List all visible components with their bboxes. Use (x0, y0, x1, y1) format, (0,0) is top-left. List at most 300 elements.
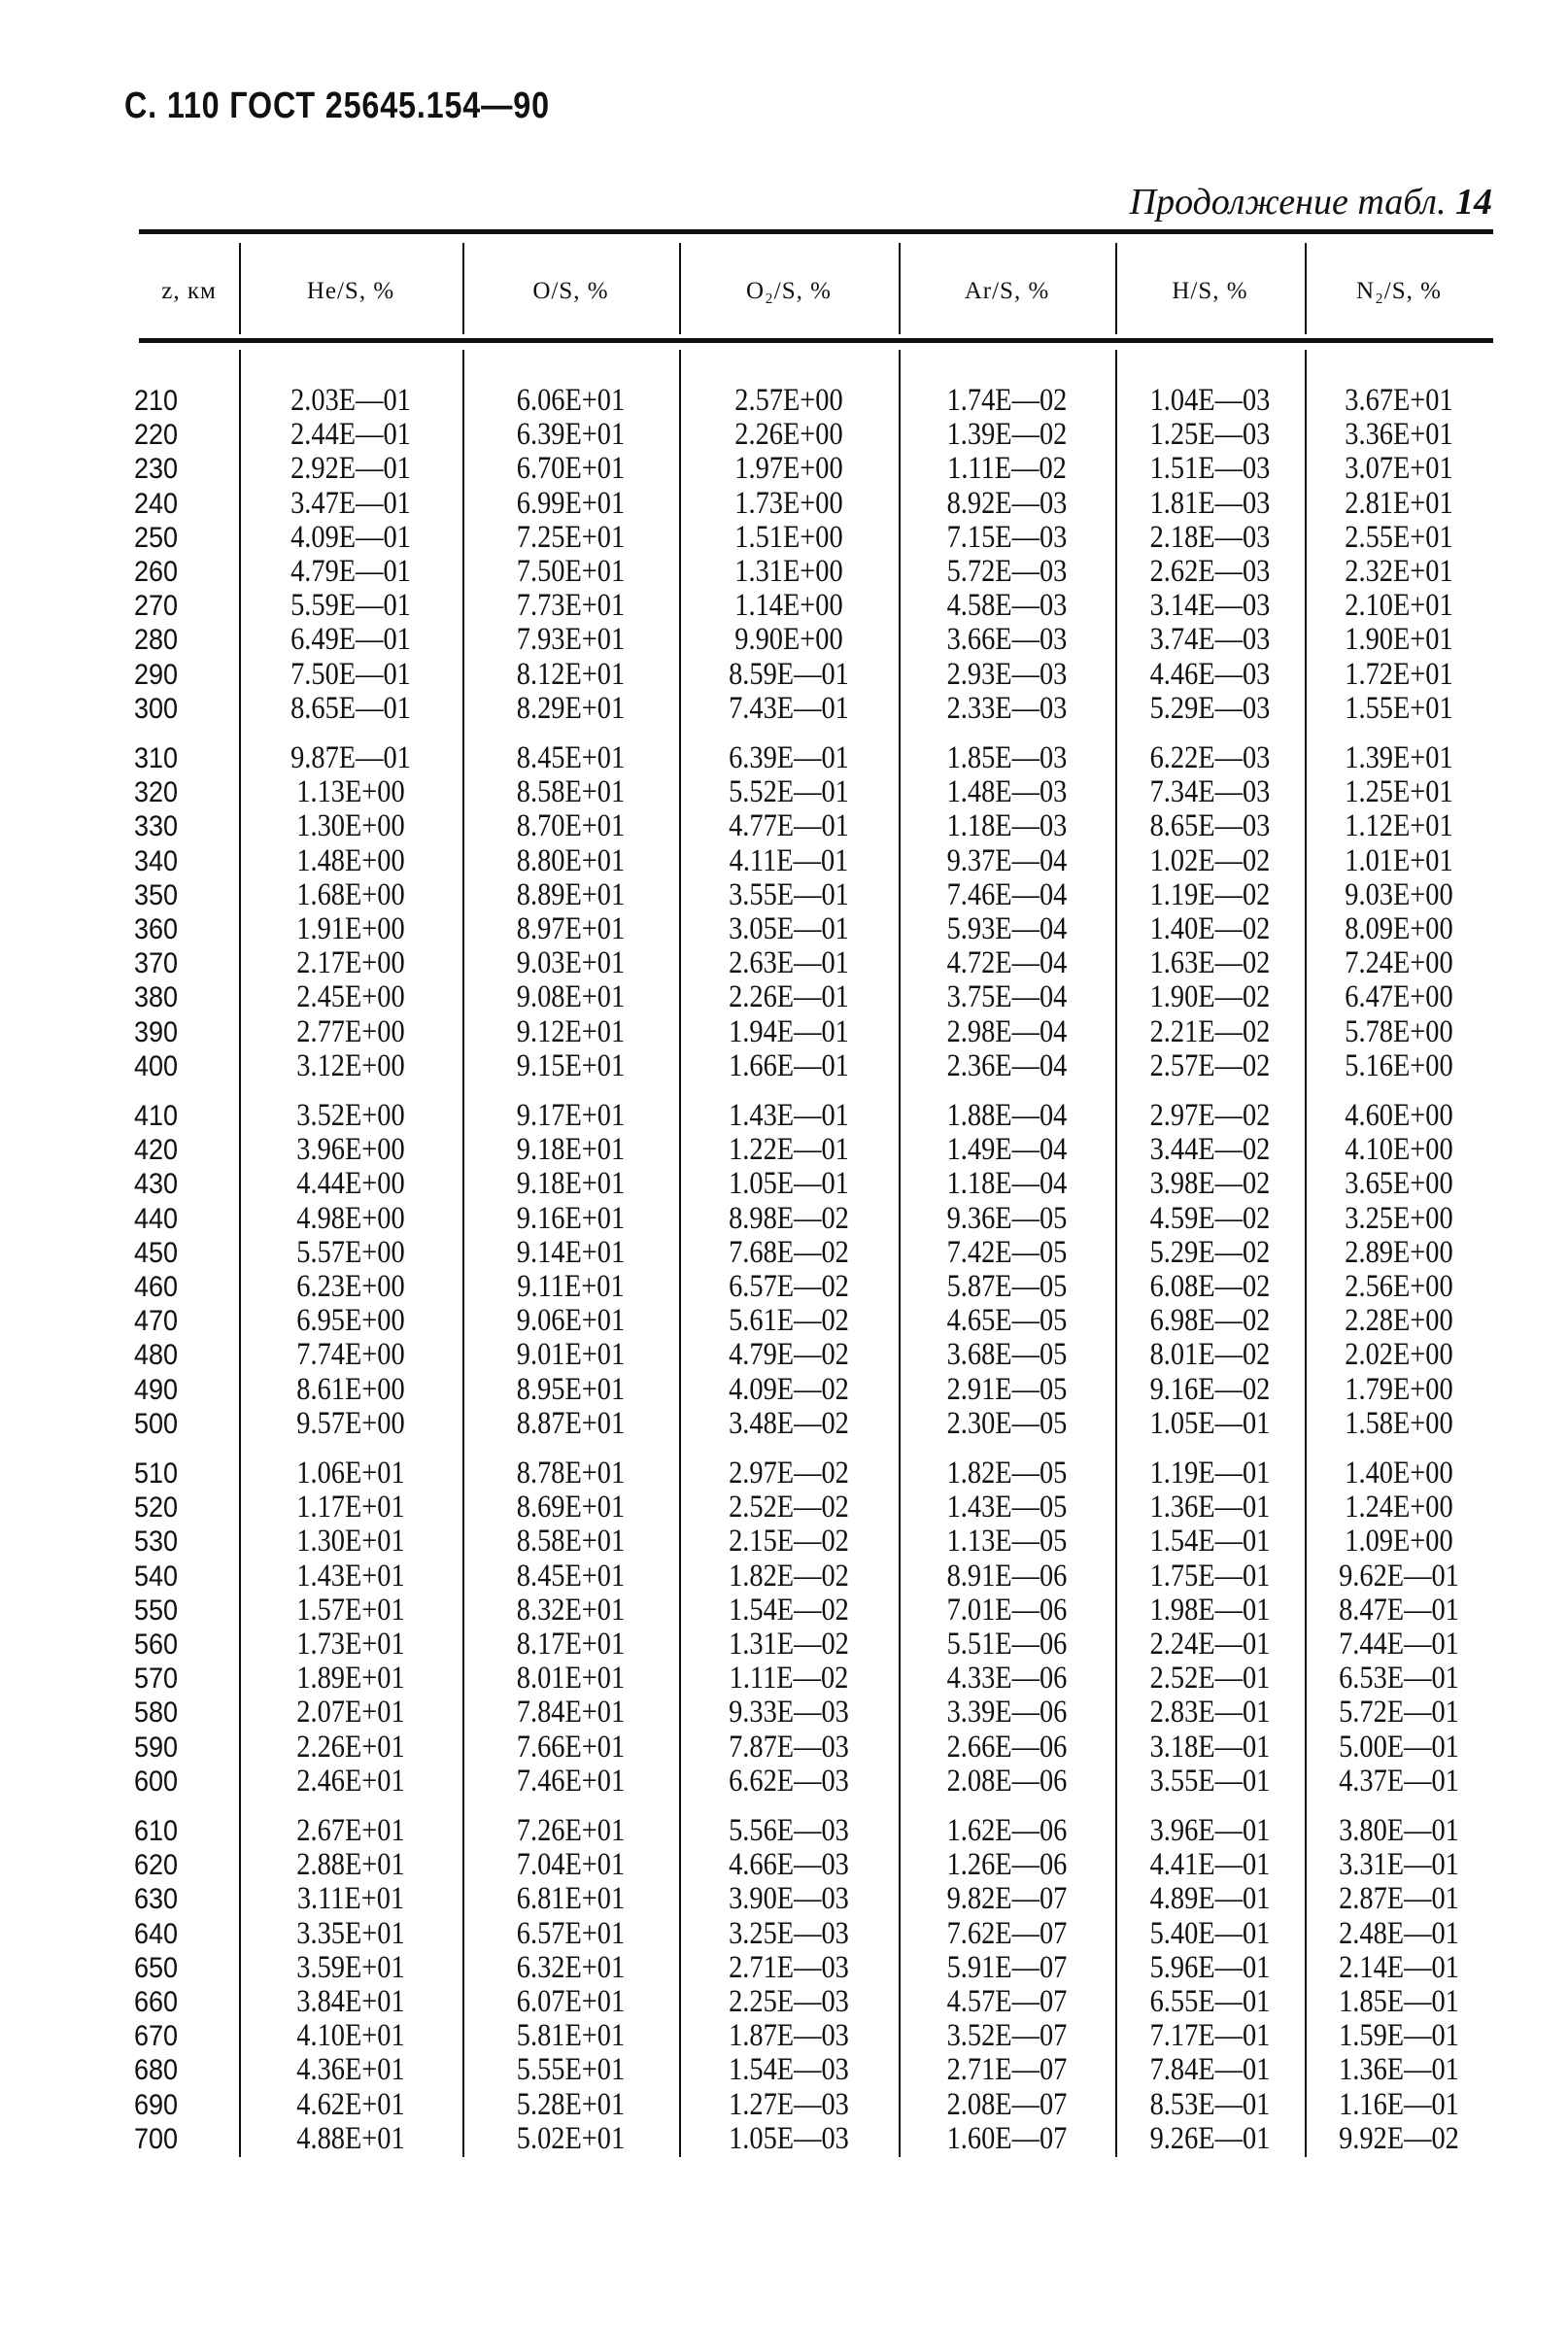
value-cell: 2.91E—05 (946, 1371, 1068, 1407)
altitude-cell: 360 (134, 913, 179, 945)
value-cell: 1.90E—02 (1149, 979, 1271, 1015)
value-cell: 2.63E—01 (729, 945, 849, 981)
table-row (0, 1951, 1568, 1985)
column-header: O₂/S, % (746, 278, 832, 304)
value-cell: 3.67E+01 (1345, 383, 1453, 418)
value-cell: 2.71E—03 (729, 1949, 849, 1985)
value-cell: 8.80E+01 (516, 842, 626, 878)
value-cell: 2.71E—07 (946, 2052, 1068, 2088)
column-divider (899, 243, 901, 334)
column-header: He/S, % (306, 278, 395, 304)
table-row (0, 912, 1568, 946)
value-cell: 6.57E+01 (516, 1915, 626, 1951)
value-cell: 2.25E—03 (729, 1984, 849, 2019)
altitude-cell: 370 (134, 947, 179, 980)
table-row (0, 1560, 1568, 1594)
value-cell: 2.48E—01 (1339, 1915, 1459, 1951)
value-cell: 5.72E—01 (1339, 1695, 1459, 1731)
value-cell: 1.25E—03 (1149, 417, 1271, 453)
value-cell: 1.43E—01 (729, 1098, 849, 1133)
value-cell: 1.87E—03 (729, 2018, 849, 2054)
value-cell: 2.24E—01 (1149, 1627, 1271, 1662)
column-divider (1115, 243, 1117, 334)
value-cell: 3.47E—01 (290, 485, 411, 521)
value-cell: 7.25E+01 (516, 519, 626, 555)
table-row (0, 1917, 1568, 1951)
table-row (0, 1457, 1568, 1491)
value-cell: 4.57E—07 (946, 1984, 1068, 2019)
value-cell: 2.57E+00 (734, 383, 843, 418)
value-cell: 1.39E+01 (1345, 740, 1453, 775)
value-cell: 4.09E—02 (729, 1371, 849, 1407)
value-cell: 1.05E—01 (729, 1166, 849, 1202)
value-cell: 7.74E+00 (296, 1337, 405, 1373)
value-cell: 2.93E—03 (946, 656, 1068, 692)
value-cell: 2.56E+00 (1345, 1269, 1453, 1304)
altitude-cell: 690 (134, 2088, 179, 2121)
value-cell: 6.95E+00 (296, 1303, 405, 1339)
altitude-cell: 660 (134, 1986, 179, 2018)
value-cell: 1.49E—04 (946, 1132, 1068, 1168)
value-cell: 1.06E+01 (296, 1456, 405, 1491)
value-cell: 1.43E+01 (296, 1558, 405, 1594)
value-cell: 1.79E+00 (1345, 1371, 1453, 1407)
value-cell: 4.10E+00 (1345, 1132, 1453, 1168)
column-divider (239, 243, 241, 334)
value-cell: 5.40E—01 (1149, 1915, 1271, 1951)
value-cell: 8.91E—06 (946, 1558, 1068, 1594)
value-cell: 1.68E+00 (296, 876, 405, 912)
value-cell: 1.30E+00 (296, 808, 405, 844)
value-cell: 2.62E—03 (1149, 554, 1271, 589)
value-cell: 1.27E—03 (729, 2086, 849, 2122)
value-cell: 1.30E+01 (296, 1524, 405, 1560)
altitude-cell: 550 (134, 1594, 179, 1627)
value-cell: 3.90E—03 (729, 1881, 849, 1917)
table-row (0, 1338, 1568, 1372)
value-cell: 5.02E+01 (516, 2120, 626, 2156)
value-cell: 1.11E—02 (947, 451, 1067, 487)
value-cell: 3.96E+00 (296, 1132, 405, 1168)
value-cell: 5.16E+00 (1345, 1047, 1453, 1083)
value-cell: 9.03E+01 (516, 945, 626, 981)
value-cell: 1.75E—01 (1149, 1558, 1271, 1594)
altitude-cell: 480 (134, 1339, 179, 1372)
value-cell: 8.45E+01 (516, 1558, 626, 1594)
altitude-cell: 450 (134, 1236, 179, 1269)
value-cell: 8.92E—03 (946, 485, 1068, 521)
value-cell: 9.15E+01 (516, 1047, 626, 1083)
altitude-cell: 440 (134, 1202, 179, 1235)
table-row (0, 844, 1568, 878)
value-cell: 1.11E—02 (729, 1661, 849, 1697)
value-cell: 1.60E—07 (946, 2120, 1068, 2156)
value-cell: 5.93E—04 (946, 911, 1068, 946)
value-cell: 2.18E—03 (1149, 519, 1271, 555)
value-cell: 9.37E—04 (946, 842, 1068, 878)
value-cell: 6.70E+01 (516, 451, 626, 487)
value-cell: 5.91E—07 (946, 1949, 1068, 1985)
value-cell: 9.14E+01 (516, 1234, 626, 1270)
value-cell: 3.25E—03 (729, 1915, 849, 1951)
value-cell: 6.39E+01 (516, 417, 626, 453)
value-cell: 4.89E—01 (1149, 1881, 1271, 1917)
value-cell: 6.81E+01 (516, 1881, 626, 1917)
value-cell: 1.40E—02 (1149, 911, 1271, 946)
value-cell: 1.18E—04 (946, 1166, 1068, 1202)
value-cell: 1.18E—03 (946, 808, 1068, 844)
value-cell: 3.31E—01 (1339, 1847, 1459, 1883)
table-row (0, 775, 1568, 809)
value-cell: 1.57E+01 (296, 1592, 405, 1628)
value-cell: 5.78E+00 (1345, 1013, 1453, 1049)
value-cell: 1.51E—03 (1149, 451, 1271, 487)
altitude-cell: 650 (134, 1951, 179, 1984)
value-cell: 4.79E—01 (290, 554, 411, 589)
value-cell: 4.60E+00 (1345, 1098, 1453, 1133)
value-cell: 9.17E+01 (516, 1098, 626, 1133)
altitude-cell: 250 (134, 521, 179, 554)
value-cell: 2.52E—02 (729, 1490, 849, 1525)
value-cell: 1.39E—02 (946, 417, 1068, 453)
table-row (0, 741, 1568, 775)
value-cell: 5.29E—02 (1149, 1234, 1271, 1270)
table-row (0, 1099, 1568, 1133)
value-cell: 4.66E—03 (729, 1847, 849, 1883)
value-cell: 3.36E+01 (1345, 417, 1453, 453)
value-cell: 4.98E+00 (296, 1200, 405, 1236)
value-cell: 5.52E—01 (729, 774, 849, 810)
altitude-cell: 350 (134, 878, 179, 911)
table-row (0, 1270, 1568, 1304)
value-cell: 1.72E+01 (1345, 656, 1453, 692)
altitude-cell: 490 (134, 1373, 179, 1406)
value-cell: 1.19E—01 (1149, 1456, 1271, 1491)
value-cell: 2.89E+00 (1345, 1234, 1453, 1270)
value-cell: 3.66E—03 (946, 622, 1068, 658)
value-cell: 3.14E—03 (1149, 588, 1271, 624)
value-cell: 4.10E+01 (296, 2018, 405, 2054)
altitude-cell: 410 (134, 1100, 179, 1132)
table-row (0, 2053, 1568, 2087)
value-cell: 7.42E—05 (946, 1234, 1068, 1270)
value-cell: 2.83E—01 (1149, 1695, 1271, 1731)
column-divider (679, 243, 681, 334)
value-cell: 3.05E—01 (729, 911, 849, 946)
value-cell: 6.98E—02 (1149, 1303, 1271, 1339)
value-cell: 5.00E—01 (1339, 1729, 1459, 1765)
altitude-cell: 430 (134, 1168, 179, 1201)
value-cell: 2.26E+01 (296, 1729, 405, 1765)
value-cell: 9.16E+01 (516, 1200, 626, 1236)
value-cell: 2.97E—02 (729, 1456, 849, 1491)
value-cell: 2.17E+00 (296, 945, 405, 981)
value-cell: 5.28E+01 (516, 2086, 626, 2122)
value-cell: 1.74E—02 (946, 383, 1068, 418)
value-cell: 1.02E—02 (1149, 842, 1271, 878)
altitude-cell: 670 (134, 2020, 179, 2053)
table-row (0, 1491, 1568, 1525)
table-row (0, 418, 1568, 452)
value-cell: 1.54E—02 (729, 1592, 849, 1628)
value-cell: 2.08E—07 (946, 2086, 1068, 2122)
altitude-cell: 230 (134, 453, 179, 486)
value-cell: 2.30E—05 (946, 1405, 1068, 1441)
value-cell: 6.53E—01 (1339, 1661, 1459, 1697)
value-cell: 9.92E—02 (1339, 2120, 1459, 2156)
table-continuation-label (1130, 181, 1492, 223)
table-row (0, 1662, 1568, 1696)
altitude-cell: 270 (134, 590, 179, 623)
value-cell: 6.32E+01 (516, 1949, 626, 1985)
value-cell: 3.39E—06 (946, 1695, 1068, 1731)
value-cell: 9.08E+01 (516, 979, 626, 1015)
value-cell: 7.50E—01 (290, 656, 411, 692)
altitude-cell: 510 (134, 1457, 179, 1490)
table-row (0, 2019, 1568, 2053)
altitude-cell: 530 (134, 1525, 179, 1559)
value-cell: 3.55E—01 (729, 876, 849, 912)
altitude-cell: 470 (134, 1305, 179, 1338)
value-cell: 1.66E—01 (729, 1047, 849, 1083)
table-row (0, 1373, 1568, 1407)
altitude-cell: 400 (134, 1049, 179, 1082)
value-cell: 1.82E—02 (729, 1558, 849, 1594)
value-cell: 6.49E—01 (290, 622, 411, 658)
value-cell: 8.17E+01 (516, 1627, 626, 1662)
value-cell: 3.98E—02 (1149, 1166, 1271, 1202)
value-cell: 5.96E—01 (1149, 1949, 1271, 1985)
value-cell: 3.11E+01 (296, 1881, 405, 1917)
value-cell: 7.34E—03 (1149, 774, 1271, 810)
value-cell: 7.01E—06 (946, 1592, 1068, 1628)
altitude-cell: 600 (134, 1765, 179, 1798)
value-cell: 1.12E+01 (1345, 808, 1453, 844)
value-cell: 7.84E—01 (1149, 2052, 1271, 2088)
value-cell: 2.08E—06 (946, 1763, 1068, 1799)
value-cell: 9.01E+01 (516, 1337, 626, 1373)
table-row (0, 1525, 1568, 1559)
table-row (0, 1696, 1568, 1730)
value-cell: 8.78E+01 (516, 1456, 626, 1491)
table-row (0, 1848, 1568, 1882)
value-cell: 1.36E—01 (1339, 2052, 1459, 2088)
value-cell: 7.66E+01 (516, 1729, 626, 1765)
value-cell: 9.11E+01 (517, 1269, 625, 1304)
value-cell: 8.09E+00 (1345, 911, 1453, 946)
value-cell: 1.26E—06 (946, 1847, 1068, 1883)
value-cell: 3.44E—02 (1149, 1132, 1271, 1168)
value-cell: 8.45E+01 (516, 740, 626, 775)
value-cell: 4.72E—04 (946, 945, 1068, 981)
value-cell: 1.55E+01 (1345, 690, 1453, 726)
value-cell: 3.75E—04 (946, 979, 1068, 1015)
value-cell: 1.89E+01 (296, 1661, 405, 1697)
table-row (0, 658, 1568, 692)
value-cell: 6.99E+01 (516, 485, 626, 521)
value-cell: 8.87E+01 (516, 1405, 626, 1441)
value-cell: 4.09E—01 (290, 519, 411, 555)
value-cell: 7.04E+01 (516, 1847, 626, 1883)
value-cell: 3.68E—05 (946, 1337, 1068, 1373)
value-cell: 9.18E+01 (516, 1166, 626, 1202)
value-cell: 4.44E+00 (296, 1166, 405, 1202)
value-cell: 1.97E+00 (734, 451, 843, 487)
altitude-cell: 280 (134, 624, 179, 657)
value-cell: 9.82E—07 (946, 1881, 1068, 1917)
value-cell: 8.01E—02 (1149, 1337, 1271, 1373)
value-cell: 1.24E+00 (1345, 1490, 1453, 1525)
value-cell: 1.19E—02 (1149, 876, 1271, 912)
altitude-cell: 290 (134, 658, 179, 691)
value-cell: 6.06E+01 (516, 383, 626, 418)
value-cell: 4.58E—03 (946, 588, 1068, 624)
altitude-cell: 210 (134, 385, 179, 417)
table-row (0, 980, 1568, 1014)
value-cell: 2.36E—04 (946, 1047, 1068, 1083)
value-cell: 3.80E—01 (1339, 1813, 1459, 1848)
value-cell: 1.48E—03 (946, 774, 1068, 810)
value-cell: 9.03E+00 (1345, 876, 1453, 912)
value-cell: 5.29E—03 (1149, 690, 1271, 726)
value-cell: 7.84E+01 (516, 1695, 626, 1731)
continuation-text: Продолжение табл. (1129, 182, 1447, 223)
value-cell: 1.54E—03 (729, 2052, 849, 2088)
value-cell: 1.31E+00 (734, 554, 843, 589)
value-cell: 4.77E—01 (729, 808, 849, 844)
value-cell: 1.04E—03 (1149, 383, 1271, 418)
value-cell: 1.09E+00 (1345, 1524, 1453, 1560)
column-divider (1305, 243, 1307, 334)
value-cell: 2.55E+01 (1345, 519, 1453, 555)
altitude-cell: 460 (134, 1271, 179, 1303)
value-cell: 1.88E—04 (946, 1098, 1068, 1133)
value-cell: 2.28E+00 (1345, 1303, 1453, 1339)
table-row (0, 2122, 1568, 2156)
value-cell: 1.58E+00 (1345, 1405, 1453, 1441)
table-row (0, 946, 1568, 980)
table-row (0, 1133, 1568, 1167)
altitude-cell: 260 (134, 556, 179, 588)
value-cell: 2.52E—01 (1149, 1661, 1271, 1697)
value-cell: 7.73E+01 (516, 588, 626, 624)
value-cell: 7.26E+01 (516, 1813, 626, 1848)
value-cell: 8.98E—02 (729, 1200, 849, 1236)
value-cell: 6.62E—03 (729, 1763, 849, 1799)
table-row (0, 692, 1568, 726)
value-cell: 1.14E+00 (734, 588, 843, 624)
value-cell: 3.12E+00 (296, 1047, 405, 1083)
altitude-cell: 300 (134, 692, 179, 725)
column-header: Ar/S, % (964, 278, 1050, 304)
value-cell: 3.65E+00 (1345, 1166, 1453, 1202)
altitude-cell: 700 (134, 2122, 179, 2155)
value-cell: 7.43E—01 (729, 690, 849, 726)
value-cell: 4.33E—06 (946, 1661, 1068, 1697)
value-cell: 5.59E—01 (290, 588, 411, 624)
table-row (0, 521, 1568, 555)
value-cell: 9.12E+01 (516, 1013, 626, 1049)
value-cell: 3.48E—02 (729, 1405, 849, 1441)
value-cell: 4.62E+01 (296, 2086, 405, 2122)
table-top-rule (139, 229, 1493, 234)
value-cell: 4.37E—01 (1339, 1763, 1459, 1799)
altitude-cell: 620 (134, 1849, 179, 1882)
altitude-cell: 580 (134, 1697, 179, 1730)
table-row (0, 589, 1568, 623)
value-cell: 1.90E+01 (1345, 622, 1453, 658)
value-cell: 8.65E—01 (290, 690, 411, 726)
table-row (0, 1304, 1568, 1338)
value-cell: 3.96E—01 (1149, 1813, 1271, 1848)
value-cell: 1.51E+00 (734, 519, 843, 555)
table-row (0, 1731, 1568, 1765)
value-cell: 7.15E—03 (946, 519, 1068, 555)
value-cell: 8.65E—03 (1149, 808, 1271, 844)
value-cell: 2.97E—02 (1149, 1098, 1271, 1133)
column-divider (462, 243, 464, 334)
value-cell: 7.50E+01 (516, 554, 626, 589)
altitude-cell: 310 (134, 742, 179, 774)
value-cell: 1.17E+01 (296, 1490, 405, 1525)
value-cell: 2.88E+01 (296, 1847, 405, 1883)
value-cell: 7.87E—03 (729, 1729, 849, 1765)
altitude-cell: 390 (134, 1015, 179, 1048)
value-cell: 2.87E—01 (1339, 1881, 1459, 1917)
table-row (0, 487, 1568, 521)
table-row (0, 1049, 1568, 1083)
table-row (0, 1594, 1568, 1628)
value-cell: 3.25E+00 (1345, 1200, 1453, 1236)
value-cell: 5.81E+01 (516, 2018, 626, 2054)
value-cell: 3.59E+01 (296, 1949, 405, 1985)
value-cell: 4.46E—03 (1149, 656, 1271, 692)
column-header: z, км (161, 278, 217, 304)
table-row (0, 1628, 1568, 1662)
value-cell: 7.46E+01 (516, 1763, 626, 1799)
value-cell: 9.87E—01 (290, 740, 411, 775)
value-cell: 3.52E+00 (296, 1098, 405, 1133)
altitude-cell: 570 (134, 1663, 179, 1696)
value-cell: 7.62E—07 (946, 1915, 1068, 1951)
table-row (0, 809, 1568, 843)
value-cell: 8.58E+01 (516, 1524, 626, 1560)
page-title: С. 110 ГОСТ 25645.154—90 (124, 86, 550, 126)
value-cell: 2.46E+01 (296, 1763, 405, 1799)
value-cell: 8.89E+01 (516, 876, 626, 912)
value-cell: 7.17E—01 (1149, 2018, 1271, 2054)
value-cell: 8.12E+01 (516, 656, 626, 692)
value-cell: 9.57E+00 (296, 1405, 405, 1441)
value-cell: 1.43E—05 (946, 1490, 1068, 1525)
value-cell: 6.08E—02 (1149, 1269, 1271, 1304)
value-cell: 1.85E—01 (1339, 1984, 1459, 2019)
value-cell: 9.90E+00 (734, 622, 843, 658)
altitude-cell: 500 (134, 1407, 179, 1440)
value-cell: 8.59E—01 (729, 656, 849, 692)
table-row (0, 878, 1568, 912)
value-cell: 3.52E—07 (946, 2018, 1068, 2054)
value-cell: 5.55E+01 (516, 2052, 626, 2088)
value-cell: 1.85E—03 (946, 740, 1068, 775)
value-cell: 1.59E—01 (1339, 2018, 1459, 2054)
value-cell: 1.36E—01 (1149, 1490, 1271, 1525)
value-cell: 2.67E+01 (296, 1813, 405, 1848)
value-cell: 1.82E—05 (946, 1456, 1068, 1491)
value-cell: 9.26E—01 (1149, 2120, 1271, 2156)
value-cell: 1.25E+01 (1345, 774, 1453, 810)
altitude-cell: 640 (134, 1917, 179, 1950)
